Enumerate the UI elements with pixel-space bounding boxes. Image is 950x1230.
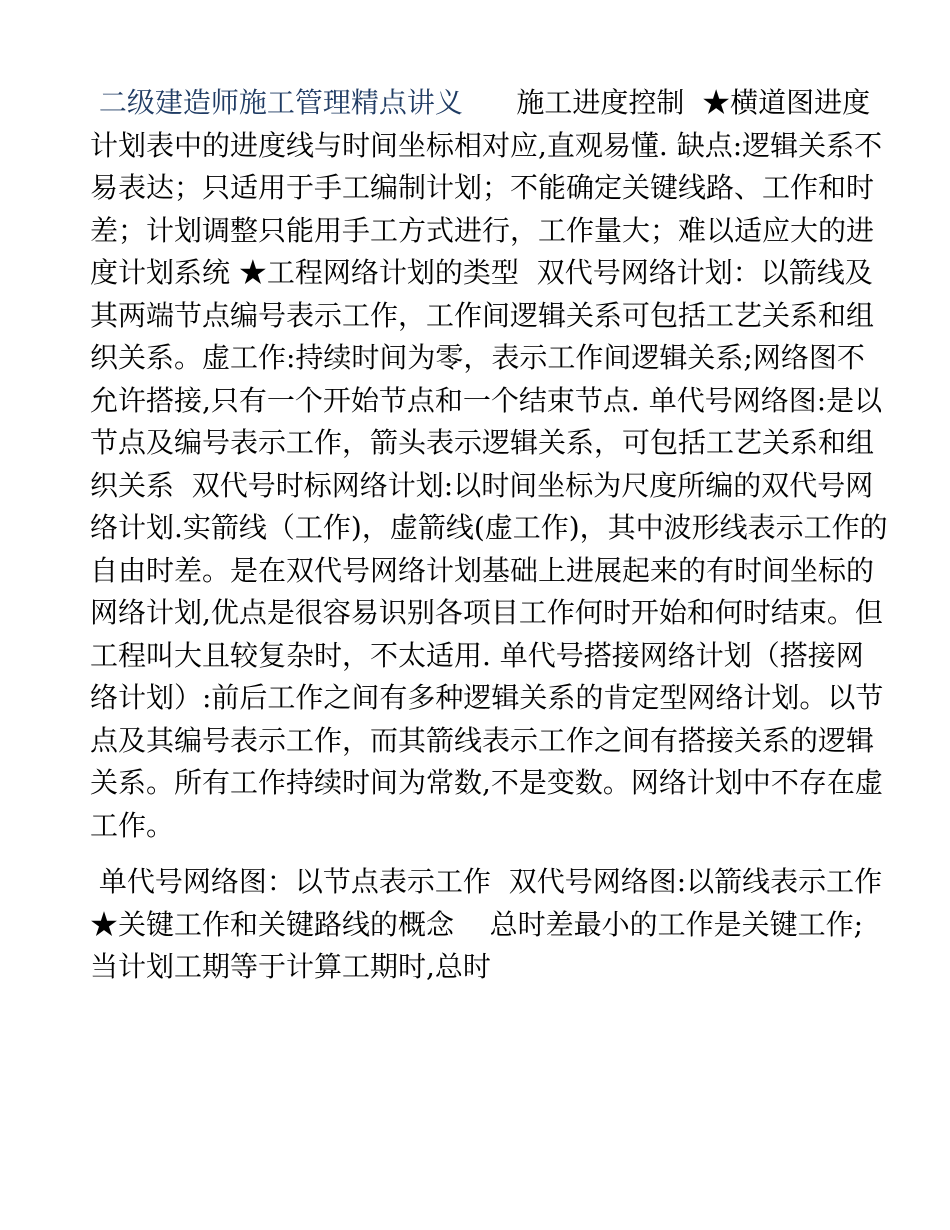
paragraph-2 <box>90 861 900 989</box>
paragraph-1-text: 施工进度控制 ★横道图进度计划表中的进度线与时间坐标相对应,直观易懂. 缺点:逻辑关系不易表达；只适用于手工编制计划；不能确定关键线路、工作和时差；计划调整只能用手工方式进行，工作量大；难以适应大的进度计划系统 ★工程网络计划的类型 双代号网络计划：以箭线及其两端节点编号表示工作，工作间逻辑关系可包括工艺关系和组织关系。虚工作:持续时间为零，表示工作间逻辑关系;网络图不允许搭接,只有一个开始节点和一个结束节点. 单代号网络图:是以节点及编号表示工作，箭头表示逻辑关系，可包括工艺关系和组织关系 双代号时标网络计划:以时间坐标为尺度所编的双代号网络计划.实箭线（工作)，虚箭线(虚工作)，其中波形线表示工作的自由时差。是在双代号网络计划基础上进展起来的有时间坐标的网络计划,优点是很容易识别各项目工作何时开始和何时结束。但工程叫大且较复杂时，不太适用. 单代号搭接网络计划（搭接网络计划）:前后工作之间有多种逻辑关系的肯定型网络计划。以节点及其编号表示工作，而其箭线表示工作之间有搭接关系的逻辑关系。所有工作持续时间为常数,不是变数。网络计划中不存在虚工作。 <box>90 86 888 842</box>
document-title: 二级建造师施工管理精点讲义 <box>90 86 463 119</box>
paragraph-1 <box>90 82 890 847</box>
paragraph-2-text: 单代号网络图：以节点表示工作 双代号网络图:以箭线表示工作 ★关键工作和关键路线的概念 总时差最小的工作是关键工作;当计划工期等于计算工期时,总时 <box>90 865 900 983</box>
